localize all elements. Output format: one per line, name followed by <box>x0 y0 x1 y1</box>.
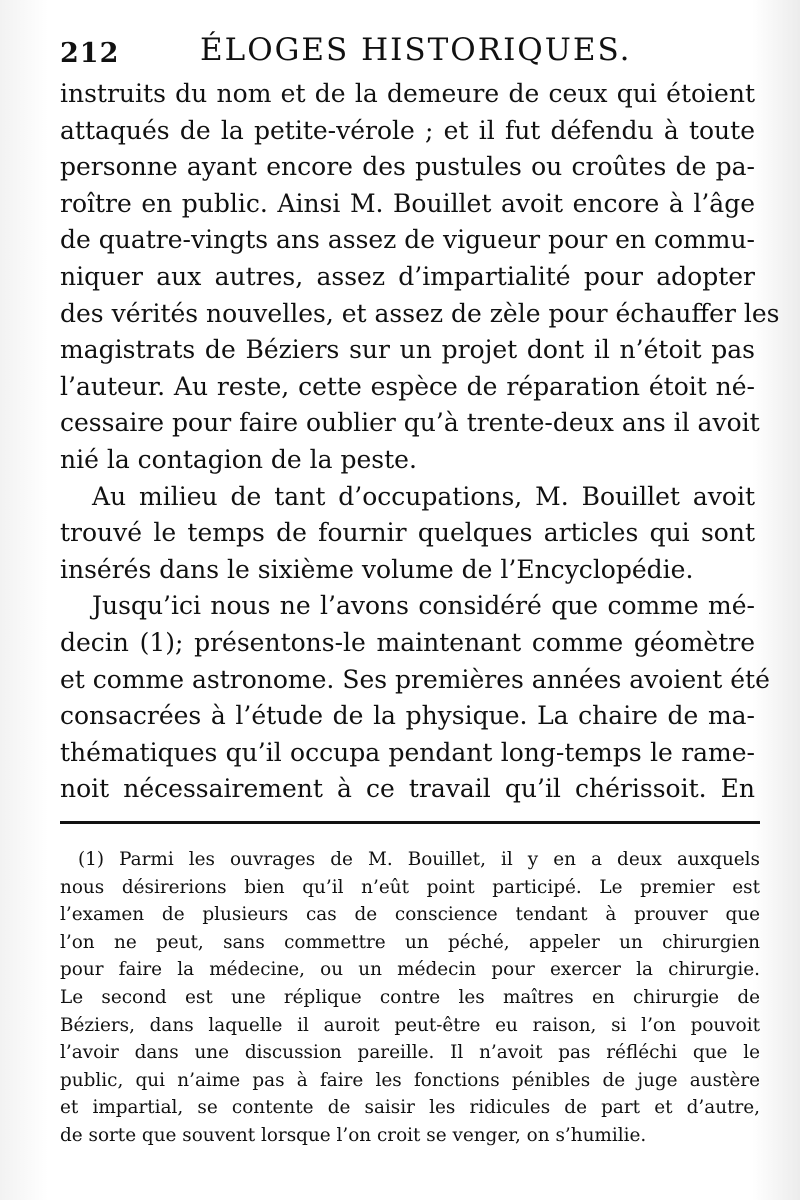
running-title: ÉLOGES HISTORIQUES. <box>200 32 632 68</box>
text-line: thématiques qu’il occupa pendant long-temps le rame- <box>60 737 755 767</box>
text-line: cessaire pour faire oublier qu’à trente-deux ans il avoit <box>60 408 760 438</box>
text-line: Jusqu’ici nous ne l’avons considéré que comme mé- <box>92 591 755 621</box>
text-line: magistrats de Béziers sur un projet dont il n’étoit pas <box>60 335 755 365</box>
text-line: trouvé le temps de fournir quelques articles qui sont <box>60 518 755 548</box>
text-line: Au milieu de tant d’occupations, M. Bouillet avoit <box>92 481 755 511</box>
text-line: instruits du nom et de la demeure de ceux qui étoient <box>60 79 755 108</box>
footnote-line: l’examen de plusieurs cas de conscience tendant à prouver que <box>60 904 760 926</box>
text-line: consacrées à l’étude de la physique. La chaire de ma- <box>60 701 755 731</box>
main-text <box>60 76 780 808</box>
text-line: niquer aux autres, assez d’impartialité pour adopter <box>60 261 755 291</box>
footnote-separator <box>60 821 760 824</box>
text-line: decin (1); présentons-le maintenant comme géomètre <box>60 627 755 657</box>
text-line: nié la contagion de la peste. <box>60 444 417 474</box>
footnote <box>60 846 760 1150</box>
footnote-line: public, qui n’aime pas à faire les fonctions pénibles de juge austère <box>60 1069 760 1091</box>
text-line: et comme astronome. Ses premières années avoient été <box>60 664 770 694</box>
text-line: des vérités nouvelles, et assez de zèle pour échauffer les <box>60 298 780 328</box>
footnote-line: Béziers, dans laquelle il auroit peut-être eu raison, si l’on pouvoit <box>60 1014 760 1036</box>
text-line: insérés dans le sixième volume de l’Encyclopédie. <box>60 554 694 584</box>
footnote-line: Le second est une réplique contre les maîtres en chirurgie de <box>60 986 760 1008</box>
footnote-line: l’avoir dans une discussion pareille. Il n’avoit pas réfléchi que le <box>60 1042 760 1064</box>
footnote-line: nous désirerions bien qu’il n’eût point participé. Le premier est <box>60 876 760 898</box>
text-line: roître en public. Ainsi M. Bouillet avoit encore à l’âge <box>60 188 755 218</box>
text-line: personne ayant encore des pustules ou croûtes de pa- <box>60 152 755 182</box>
footnote-line: et impartial, se contente de saisir les ridicules de part et d’autre, <box>60 1097 760 1119</box>
footnote-line: de sorte que souvent lorsque l’on croit se venger, on s’humilie. <box>60 1124 647 1146</box>
text-line: de quatre-vingts ans assez de vigueur pour en commu- <box>60 225 755 255</box>
footnote-line: pour faire la médecine, ou un médecin pour exercer la chirurgie. <box>60 959 760 981</box>
footnote-line: (1) Parmi les ouvrages de M. Bouillet, il y en a deux auxquels <box>78 849 760 870</box>
page-number: 212 <box>60 38 120 69</box>
text-line: attaqués de la petite-vérole ; et il fut défendu à toute <box>60 115 755 145</box>
text-line: noit nécessairement à ce travail qu’il chérissoit. En <box>60 774 755 804</box>
text-line: l’auteur. Au reste, cette espèce de réparation étoit né- <box>60 371 755 401</box>
page-header <box>60 32 760 74</box>
footnote-line: l’on ne peut, sans commettre un péché, appeler un chirurgien <box>60 931 760 953</box>
